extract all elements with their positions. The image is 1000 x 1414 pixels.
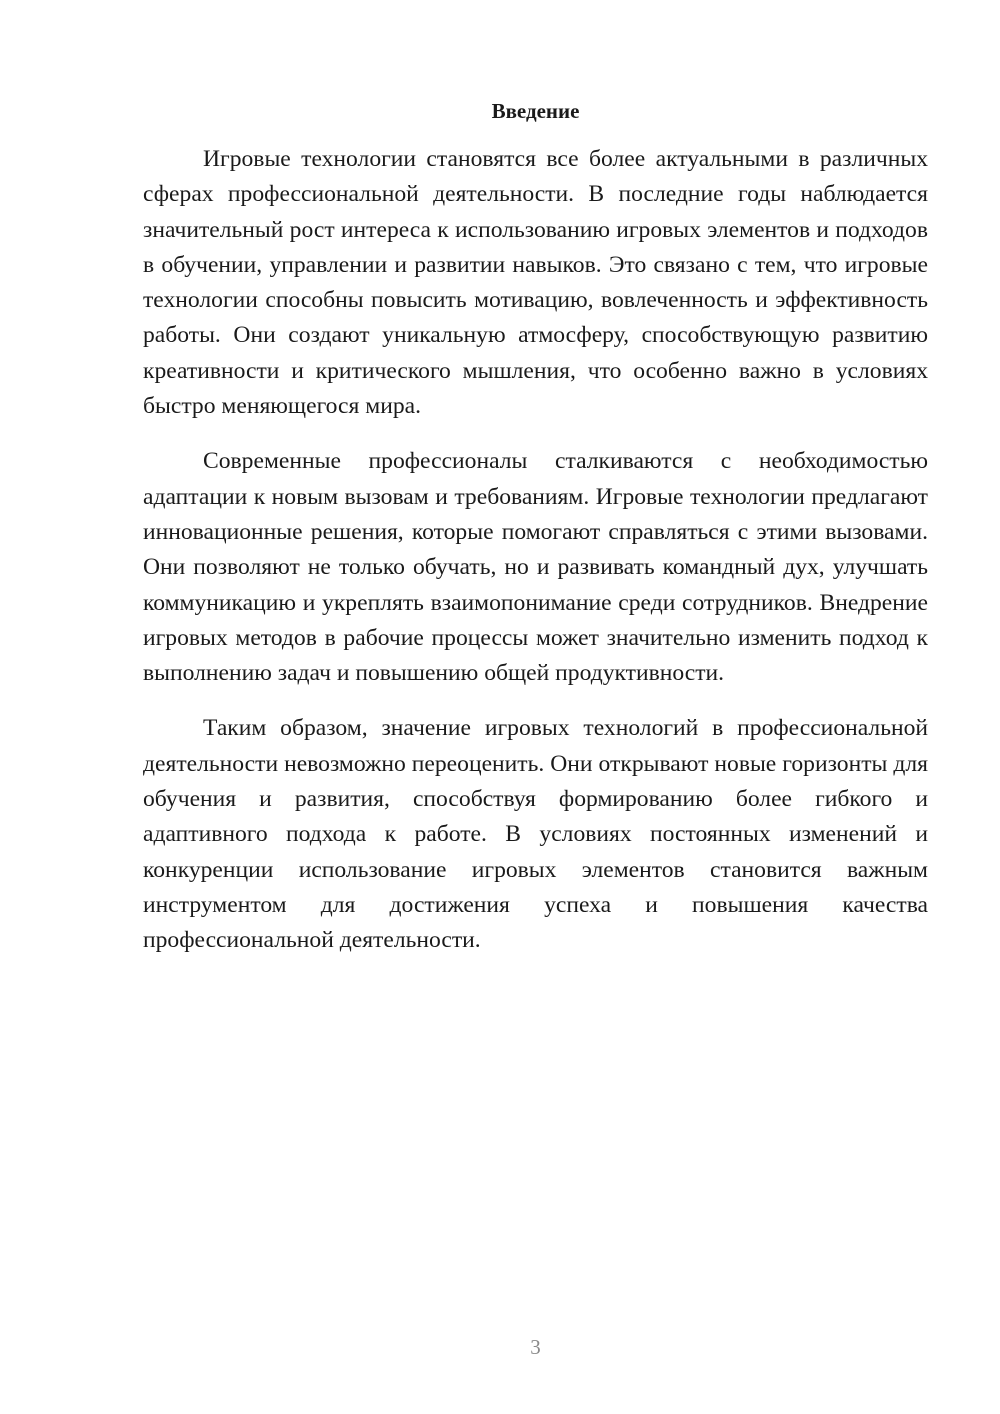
paragraph-1: Игровые технологии становятся все более актуальными в различных сферах профессиональной деятельности. В последние годы наблюдается значительный рост интереса к использованию игровых элементов и подходов в обучении, управлении и развитии навыков. Это связано с тем, что игровые технологии способны повысить мотивацию, вовлеченность и эффективность работы. Они создают уникальную атмосферу, способствующую развитию креативности и критического мышления, что особенно важно в условиях быстро меняющегося мира.: [143, 146, 928, 420]
paragraph-2: Современные профессионалы сталкиваются с необходимостью адаптации к новым вызовам и требованиям. Игровые технологии предлагают инновационные решения, которые помогают справляться с этими вызовами. Они позволяют не только обучать, но и развивать командный дух, улучшать коммуникацию и укреплять взаимопонимание среди сотрудников. Внедрение игровых методов в рабочие процессы может значительно изменить подход к выполнению задач и повышению общей продуктивности.: [143, 448, 928, 687]
paragraph-3: Таким образом, значение игровых технологий в профессиональной деятельности невозможно переоценить. Они открывают новые горизонты для обучения и развития, способствуя формированию более гибкого и адаптивного подхода к работе. В условиях постоянных изменений и конкуренции использование игровых элементов становится важным инструментом для достижения успеха и повышения качества профессиональной деятельности.: [143, 715, 928, 954]
section-heading: Введение: [491, 99, 580, 123]
body-text: [143, 142, 928, 979]
page-number: 3: [530, 1335, 541, 1359]
